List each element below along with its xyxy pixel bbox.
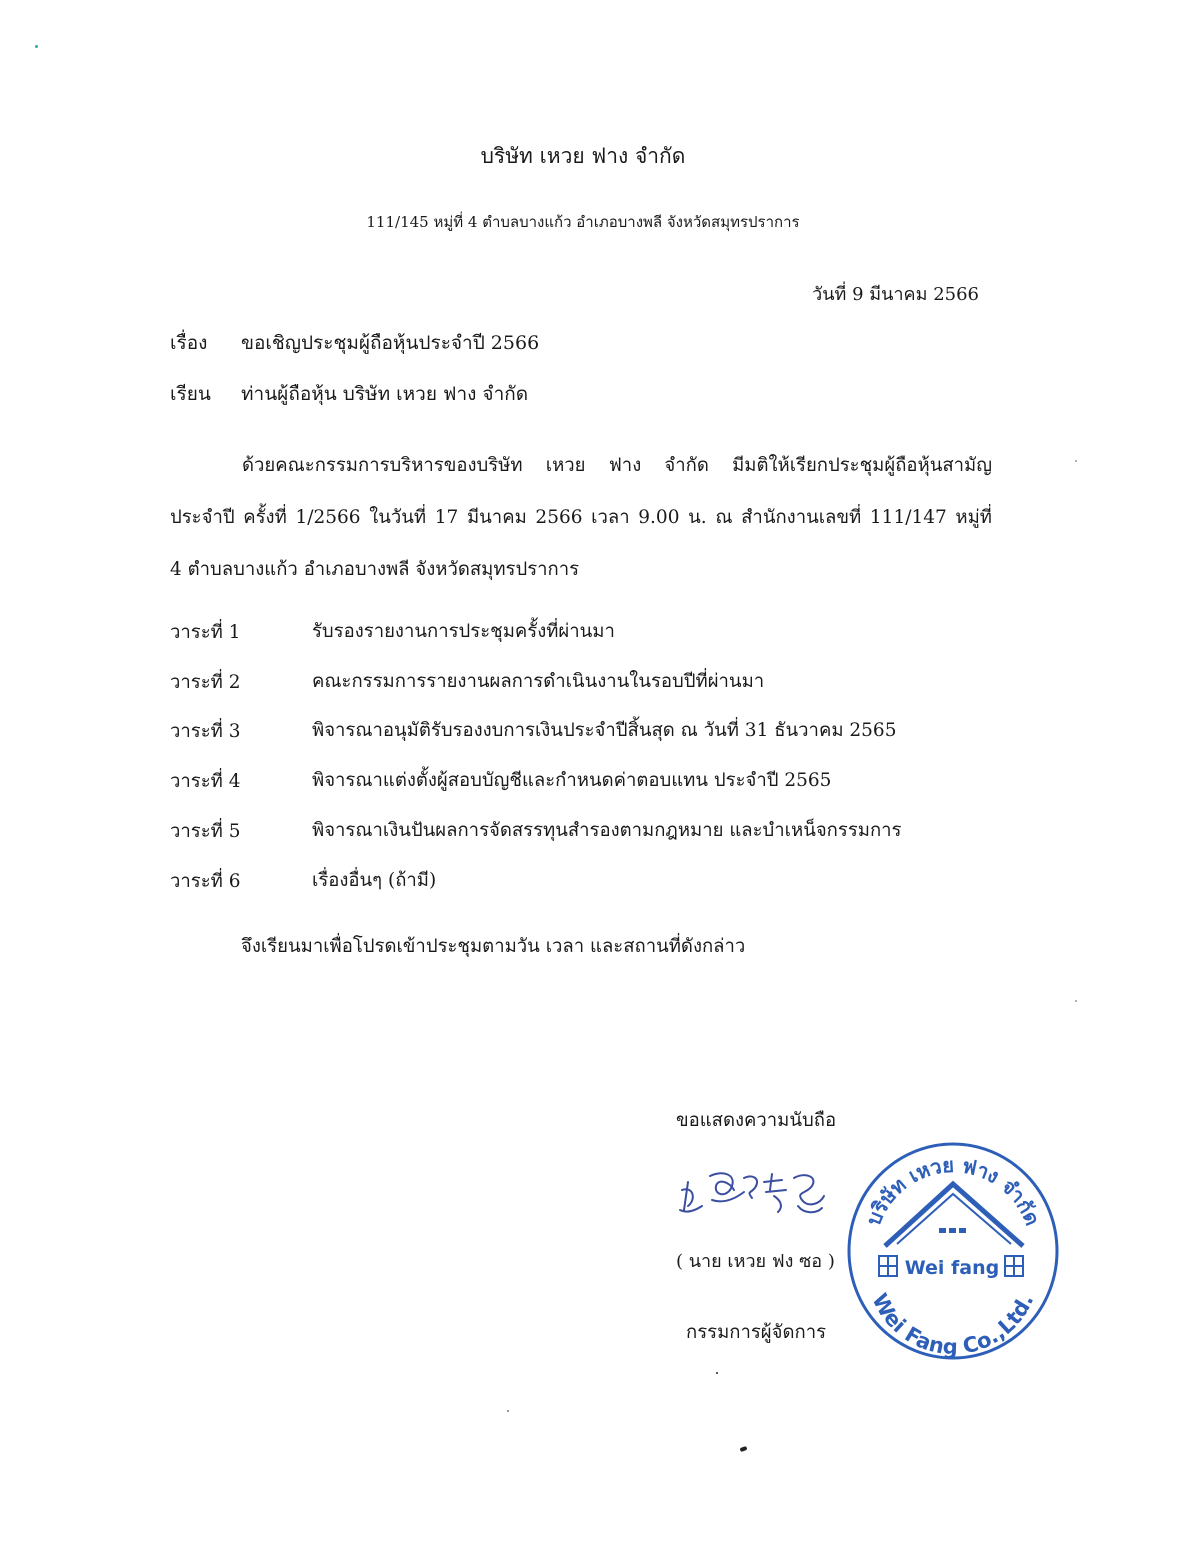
svg-text:บริษัท เหวย ฟาง จำกัด <box>861 1153 1045 1229</box>
company-seal-stamp <box>845 1140 1061 1362</box>
agenda-item-text: รับรองรายงานการประชุมครั้งที่ผ่านมา <box>312 621 615 642</box>
scan-speck <box>716 1372 718 1374</box>
company-address: 111/145 หมู่ที่ 4 ตำบลบางแก้ว อำเภอบางพลี จังหวัดสมุทรปราการ <box>366 213 800 231</box>
agenda-item-label: วาระที่ 2 <box>170 672 241 693</box>
scan-speck <box>35 45 38 48</box>
agenda-item-text: พิจารณาอนุมัติรับรองงบการเงินประจำปีสิ้นสุด ณ วันที่ 31 ธันวาคม 2565 <box>312 720 897 741</box>
svg-text:Wei Fang Co.,Ltd. <box>867 1290 1038 1360</box>
scan-speck <box>1075 1000 1077 1002</box>
agenda-item-text: คณะกรรมการรายงานผลการดำเนินงานในรอบปีที่ผ่านมา <box>312 671 765 692</box>
stamp-bottom-text: Wei Fang Co.,Ltd. <box>867 1289 1039 1360</box>
stamp-top-text: บริษัท เหวย ฟาง จำกัด <box>861 1152 1045 1229</box>
agenda-item-label: วาระที่ 6 <box>170 871 241 892</box>
handwritten-signature <box>674 1160 844 1220</box>
agenda-item-label: วาระที่ 1 <box>170 622 241 643</box>
scan-speck <box>507 1410 509 1412</box>
body-line: 4 ตำบลบางแก้ว อำเภอบางพลี จังหวัดสมุทรปราการ <box>170 559 580 580</box>
agenda-item-label: วาระที่ 3 <box>170 721 241 742</box>
body-line: ประจำปี ครั้งที่ 1/2566 ในวันที่ 17 มีนาคม 2566 เวลา 9.00 น. ณ สำนักงานเลขที่ 111/147 หมู่ที่ <box>170 507 992 528</box>
agenda-item-label: วาระที่ 5 <box>170 821 241 842</box>
recipient-value: ท่านผู้ถือหุ้น บริษัท เหวย ฟาง จำกัด <box>241 383 529 405</box>
recipient-label: เรียน <box>170 383 211 405</box>
scan-speck <box>1075 460 1077 462</box>
letter-date: วันที่ 9 มีนาคม 2566 <box>812 284 979 305</box>
agenda-item-text: พิจารณาเงินปันผลการจัดสรรทุนสำรองตามกฎหมาย และบำเหน็จกรรมการ <box>312 820 902 841</box>
company-name: บริษัท เหวย ฟาง จำกัด <box>480 144 686 168</box>
body-line: ด้วยคณะกรรมการบริหารของบริษัท เหวย ฟาง จำกัด มีมติให้เรียกประชุมผู้ถือหุ้นสามัญ <box>242 455 992 476</box>
agenda-item-label: วาระที่ 4 <box>170 771 241 792</box>
scan-speck <box>740 1446 748 1452</box>
stamp-center-text: Wei fang <box>904 1257 1000 1279</box>
signer-title: กรรมการผู้จัดการ <box>686 1322 827 1343</box>
subject-value: ขอเชิญประชุมผู้ถือหุ้นประจำปี 2566 <box>241 332 540 354</box>
regards-text: ขอแสดงความนับถือ <box>676 1110 837 1131</box>
signer-name: ( นาย เหวย ฟง ซอ ) <box>676 1251 835 1272</box>
agenda-item-text: เรื่องอื่นๆ (ถ้ามี) <box>312 870 437 891</box>
body-paragraph <box>170 440 992 596</box>
closing-sentence: จึงเรียนมาเพื่อโปรดเข้าประชุมตามวัน เวลา และสถานที่ดังกล่าว <box>241 936 746 957</box>
subject-label: เรื่อง <box>170 332 208 354</box>
agenda-item-text: พิจารณาแต่งตั้งผู้สอบบัญชีและกำหนดค่าตอบแทน ประจำปี 2565 <box>312 770 832 791</box>
